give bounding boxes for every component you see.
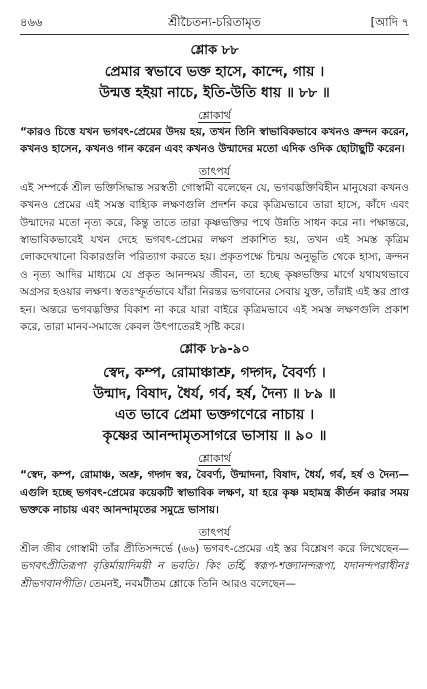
purport-label: তাৎপর্য	[198, 164, 231, 178]
verse-89-90-text	[20, 363, 409, 447]
verse-89-90-purport: শ্রীল জীব গোস্বামী তাঁর প্রীতিসন্দর্ভে (৬৬) ভগবৎ-প্রেমের এই স্তর বিশ্লেষণ করে লিখেছেন—ভগবৎপ্রীতিরূপা বৃত্তির্মায়াদিময়ী ন ভবতি। কিং তর্হি, স্বরূপ-শক্ত্যানন্দরূপা, যদানন্দপরাধীনঃ শ্রীভগবানপীতি। তেমনই, নবমটীতম শ্লোকে তিনি আরও বলেছেন—	[20, 542, 409, 590]
running-title: শ্রীচৈতন্য-চরিতামৃত	[168, 15, 261, 29]
chapter-reference: [আদি ৭	[370, 15, 409, 29]
verse-line: প্রেমার স্বভাবে ভক্ত হাসে, কান্দে, গায় ।	[104, 64, 325, 80]
verse-88-translation: “কারও চিত্তে যখন ভগবৎ-প্রেমের উদয় হয়, তখন তিনি স্বাভাবিকভাবে কখনও ক্রন্দন করেন, কখনও হাসেন, কখনও গান করেন এবং কখনও উন্মাদের মতো এদিক ওদিক ছোটাছুটি করেন।	[20, 126, 409, 156]
purport-label: তাৎপর্য	[198, 525, 231, 539]
page-header	[20, 14, 409, 32]
verse-88-heading: শ্লোক ৮৮	[190, 43, 239, 58]
header-rule	[20, 34, 409, 35]
verse-89-90-translation: “স্বেদ, কম্প, রোমাঞ্চ, অশ্রু, গদ্গদ স্বর, বৈবর্ণ্য, উন্মাদনা, বিষাদ, ধৈর্য, গর্ব, হর্ষ ও দৈন্য—এগুলি হচ্ছে ভগবৎ-প্রেমের কয়েকটি স্বাভাবিক লক্ষণ, যা হরে কৃষ্ণ মহামন্ত্র কীর্তন করার সময় ভক্তকে নাচায় এবং আনন্দামৃতের সমুদ্রে ভাসায়।	[20, 469, 409, 517]
page-number: ৪৬৬	[20, 15, 43, 29]
verse-line: এত ভাবে প্রেমা ভক্তগণেরে নাচায় ।	[114, 407, 315, 424]
verse-88-purport: এই সম্পর্কে শ্রীল ভক্তিসিদ্ধান্ত সরস্বতী গোস্বামী বলেছেন যে, ভগবদ্ভক্তিবিহীন মানুষেরা কখনও কখনও প্রেমের এই সমস্ত বাহ্যিক লক্ষণগুলি প্রদর্শন করে কৃত্রিমভাবে তারা হাসে, কাঁদে এবং উন্মাদের মতো নৃত্য করে, কিন্তু তাতে তারা কৃষ্ণভক্তির পথে উন্নতি সাধন করে না। পক্ষান্তরে, স্বাভাবিকভাবেই যখন দেহে ভগবৎ-প্রেমের লক্ষণ প্রকাশিত হয়, তখন এই সমস্ত কৃত্রিম লোকদেখানো বিকারগুলি পরিত্যাগ করতে হয়। প্রকৃতপক্ষে চিন্ময় অনুভূতি থেকে হাস্য, ক্রন্দন ও নৃত্য আদির মাধ্যমে যে প্রকৃত আনন্দময় জীবন, তা হচ্ছে কৃষ্ণভক্তির মার্গে যথাযথভাবে অগ্রসর হওয়ার লক্ষণ। স্বতঃস্ফূর্তভাবে যাঁরা নিরন্তর ভগবানের সেবায় যুক্ত, তাঁরাই এই স্তর প্রাপ্ত হন। অন্তরে ভগবদ্ভক্তির বিকাশ না করে যারা বাইরে কৃত্রিমভাবে এই সমস্ত লক্ষণগুলি প্রকাশ করে, তারা মানব-সমাজে কেবল উৎপাতেরই সৃষ্টি করে।	[20, 181, 409, 334]
verse-88-text	[20, 62, 409, 104]
verse-89-90-heading: শ্লোক ৮৯-৯০	[179, 342, 250, 358]
sanskrit-quote: ভগবৎপ্রীতিরূপা বৃত্তির্মায়াদিময়ী ন ভবতি। কিং তর্হি, স্বরূপ-শক্ত্যানন্দরূপা, যদানন্দপরাধীনঃ শ্রীভগবানপীতি।	[20, 560, 409, 590]
verse-line: স্বেদ, কম্প, রোমাঞ্চাশ্রু, গদ্গদ, বৈবর্ণ্য ।	[103, 365, 326, 382]
verse-line: উন্মাদ, বিষাদ, ধৈর্য, গর্ব, হর্ষ, দৈন্য ॥ ৮৯ ॥	[93, 386, 336, 403]
translation-label: শ্লোকার্থ	[198, 452, 231, 466]
verse-line: কৃষ্ণের আনন্দামৃতসাগরে ভাসায় ॥ ৯০ ॥	[102, 428, 327, 445]
verse-line: উন্মত্ত হইয়া নাচে, ইতি-উতি ধায় ॥ ৮৮ ॥	[99, 85, 330, 101]
translation-label: শ্লোকার্থ	[198, 109, 231, 122]
